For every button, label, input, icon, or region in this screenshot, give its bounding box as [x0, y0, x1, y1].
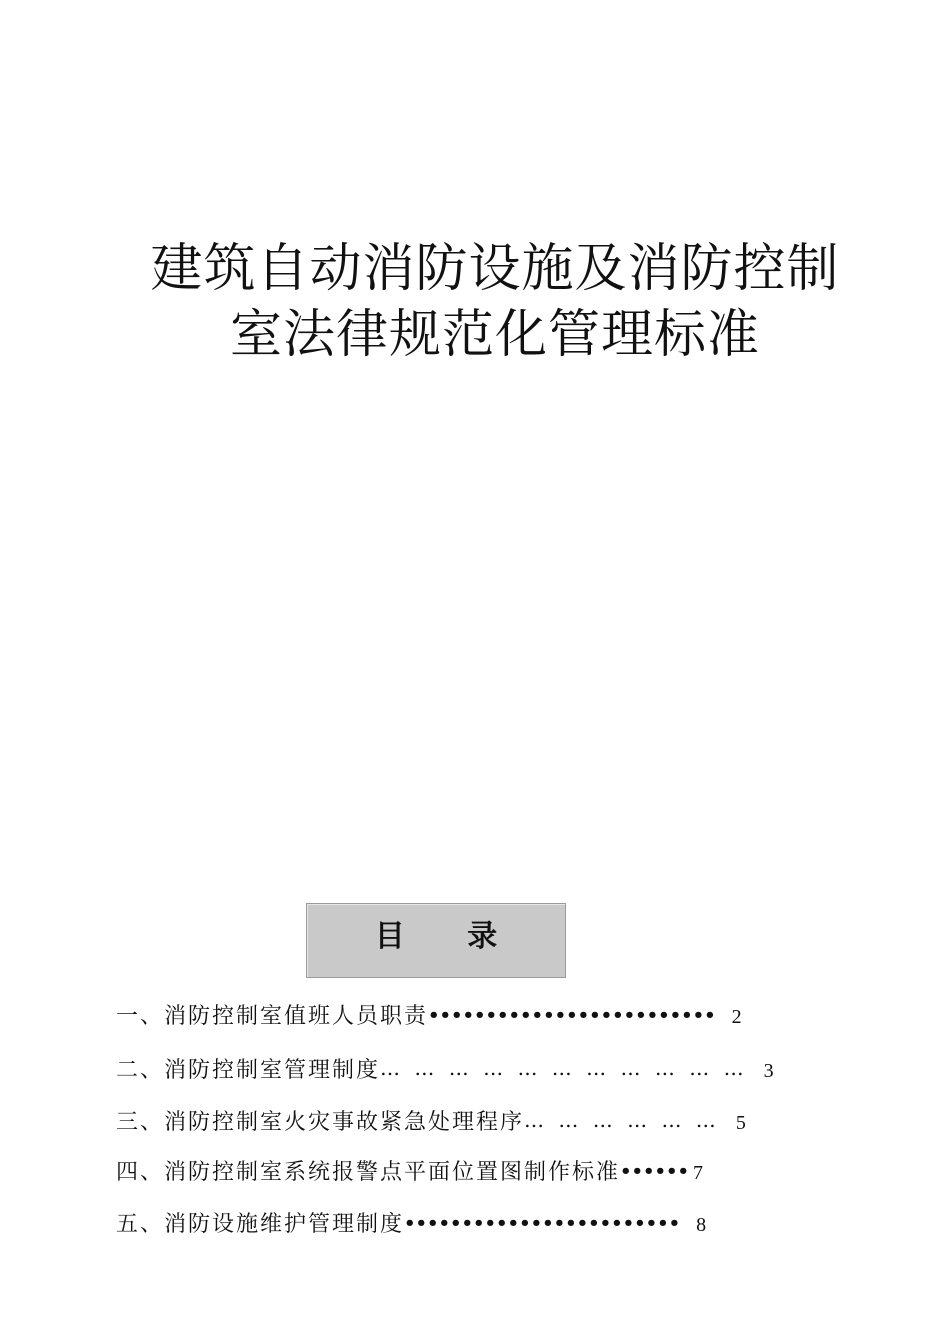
toc-heading-box: [306, 903, 566, 978]
toc-page-number: 7: [693, 1162, 704, 1184]
toc-page-number: 3: [763, 1060, 774, 1082]
toc-entry-2[interactable]: [116, 1048, 816, 1100]
toc-dot-leader: •••••••••••••••••••••••••: [428, 1005, 716, 1026]
toc-page-number: 2: [731, 1006, 742, 1028]
toc-entry-label: 一、消防控制室值班人员职责: [116, 1004, 429, 1029]
toc-entry-5[interactable]: [116, 1204, 816, 1256]
document-title: [100, 236, 890, 368]
toc-dot-leader: … … … … … …: [524, 1108, 720, 1132]
toc-entry-1[interactable]: [116, 996, 816, 1048]
toc-dot-leader: ••••••: [620, 1161, 690, 1182]
toc-dot-leader: ••••••••••••••••••••••••: [404, 1213, 681, 1234]
title-line-1: 建筑自动消防设施及消防控制: [150, 239, 840, 299]
toc-dot-leader: … … … … … … … … … … …: [380, 1056, 748, 1080]
toc-entry-label: 五、消防设施维护管理制度: [116, 1212, 405, 1237]
toc-heading: 目 录: [374, 918, 524, 954]
toc-entry-4[interactable]: [116, 1152, 816, 1204]
table-of-contents: [116, 996, 816, 1256]
toc-entry-label: 三、消防控制室火灾事故紧急处理程序: [116, 1110, 525, 1135]
toc-entry-3[interactable]: [116, 1100, 816, 1152]
toc-page-number: 5: [735, 1112, 746, 1134]
toc-entry-label: 二、消防控制室管理制度: [116, 1058, 381, 1083]
title-line-2: 室法律规范化管理标准: [229, 305, 760, 365]
toc-entry-label: 四、消防控制室系统报警点平面位置图制作标准: [116, 1160, 621, 1185]
toc-page-number: 8: [696, 1214, 707, 1236]
